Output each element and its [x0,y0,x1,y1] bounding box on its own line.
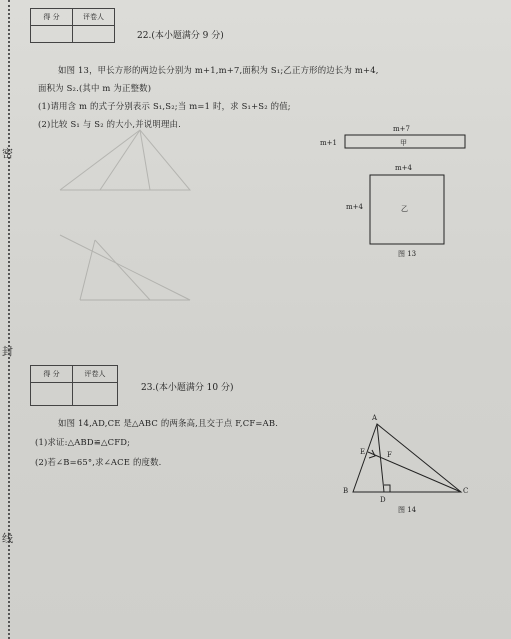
q22-heading: 22.(本小题满分 9 分) [137,31,224,41]
margin-mark-feng: 封 [2,345,13,358]
rect-name: 甲 [400,139,407,147]
q22-part2: (2)比较 S₁ 与 S₂ 的大小,并说明理由. [38,119,181,129]
square-top-label: m+4 [395,164,412,172]
score-header: 得 分 [31,366,73,383]
grader-header: 评卷人 [73,9,115,26]
q23-stem-line1: 如图 14,AD,CE 是△ABC 的两条高,且交于点 F,CF=AB. [58,418,279,428]
label-d: D [380,496,386,504]
label-f: F [387,451,392,459]
q23-part2: (2)若∠B=65°,求∠ACE 的度数. [35,457,162,467]
label-b: B [343,487,349,495]
square-left-label: m+4 [346,203,363,211]
square-name: 乙 [401,205,408,213]
margin-mark-xian: 线 [2,532,13,545]
q22-stem-line2: 面积为 S₂.(其中 m 为正整数) [38,83,152,93]
label-a: A [372,414,378,422]
figure-14-caption: 图 14 [398,506,417,514]
rect-left-label: m+1 [320,139,337,147]
q23-part1: (1)求证:△ABD≌△CFD; [35,437,131,447]
grader-header: 评卷人 [73,366,118,383]
q23-heading: 23.(本小题满分 10 分) [141,383,234,393]
q22-stem-line1: 如图 13，甲长方形的两边长分别为 m+1,m+7,面积为 S₁;乙正方形的边长为 m+4, [58,65,379,75]
label-e: E [360,448,366,456]
label-c: C [463,487,469,495]
right-angle-d [384,485,390,492]
q22-part1: (1)请用含 m 的式子分别表示 S₁,S₂;当 m=1 时，求 S₁+S₂ 的值; [38,101,291,111]
score-header: 得 分 [31,9,73,26]
rect-top-label: m+7 [393,125,410,133]
margin-mark-mi: 密 [2,147,13,160]
figure-13-caption: 图 13 [398,250,417,258]
